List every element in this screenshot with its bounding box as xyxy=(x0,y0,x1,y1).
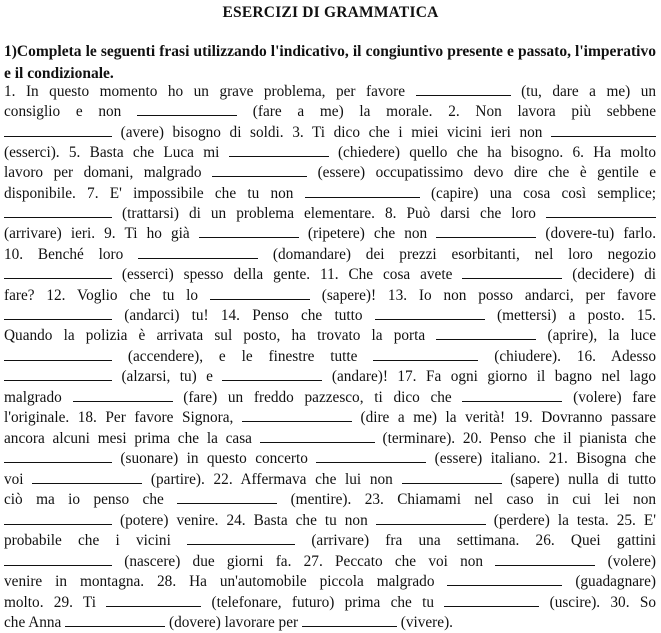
sentence-text: (volere) fare xyxy=(573,389,657,406)
answer-blank[interactable] xyxy=(32,472,142,484)
sentence-text: (vivere). xyxy=(400,614,453,631)
sentence-text: disponibile. 7. E' impossibile che tu non xyxy=(4,185,294,202)
answer-blank[interactable] xyxy=(376,513,486,525)
text-line xyxy=(4,326,656,346)
answer-blank[interactable] xyxy=(229,145,329,157)
answer-blank[interactable] xyxy=(4,554,112,566)
sentence-text: (avere) bisogno di soldi. 3. Ti dico che i miei vicini ieri non xyxy=(120,124,543,141)
sentence-text: (arrivare) ieri. 9. Ti ho già xyxy=(4,225,190,242)
text-line xyxy=(4,449,656,469)
answer-blank[interactable] xyxy=(402,472,502,484)
sentence-text: (suonare) in questo concerto xyxy=(120,450,308,467)
answer-blank[interactable] xyxy=(4,349,112,361)
text-line xyxy=(4,184,656,204)
sentence-text: (trattarsi) di un problema elementare. 8. Può darsi che loro xyxy=(122,205,536,222)
exercise-instruction: 1)Completa le seguenti frasi utilizzando l'indicativo, il congiuntivo presente e passato, l'imperativo e il condizionale. xyxy=(4,43,656,82)
answer-blank[interactable] xyxy=(4,369,112,381)
answer-blank[interactable] xyxy=(260,431,375,443)
text-line xyxy=(4,286,656,306)
text-line xyxy=(4,470,656,490)
text-line xyxy=(4,82,656,102)
sentence-text: (accendere), e le finestre tutte xyxy=(127,348,358,365)
text-line xyxy=(4,204,656,224)
answer-blank[interactable] xyxy=(177,492,277,504)
answer-blank[interactable] xyxy=(4,267,112,279)
sentence-text: (ripetere) che non xyxy=(307,225,428,242)
answer-blank[interactable] xyxy=(4,451,112,463)
answer-blank[interactable] xyxy=(416,84,511,96)
sentence-text: (tu, dare a me) un xyxy=(521,83,657,100)
sentence-text: (partire). 22. Affermava che lui non xyxy=(150,471,393,488)
sentence-text: (telefonare, futuro) prima che tu xyxy=(211,594,435,611)
sentence-text: (mentire). 23. Chiamami nel caso in cui lei non xyxy=(290,491,656,508)
sentence-text: (perdere) la testa. 25. E' xyxy=(493,512,656,529)
answer-blank[interactable] xyxy=(73,390,173,402)
sentence-text: (dire a me) la verità! 19. Dovranno passare xyxy=(360,409,656,426)
answer-blank[interactable] xyxy=(242,410,352,422)
sentence-text: (volere) xyxy=(607,553,657,570)
text-line xyxy=(4,347,656,367)
sentence-text: (chiedere) quello che ha bisogno. 6. Ha molto xyxy=(337,144,657,161)
sentence-text: (andare)! 17. Fa ogni giorno il bagno nel lago xyxy=(331,368,657,385)
sentence-text: (dovere) lavorare per xyxy=(169,614,299,631)
answer-blank[interactable] xyxy=(199,226,299,238)
sentence-text: (esserci) spesso della gente. 11. Che cosa avete xyxy=(121,266,453,283)
sentence-text: (fare a me) la morale. 2. Non lavora più sebbene xyxy=(252,103,656,120)
text-line xyxy=(4,123,656,143)
sentence-text: (mettersi) a posto. 15. xyxy=(496,307,656,324)
text-line xyxy=(4,552,656,572)
answer-blank[interactable] xyxy=(210,288,310,300)
sentence-text: (esserci). 5. Basta che Luca mi xyxy=(4,144,220,161)
text-line xyxy=(4,613,656,633)
answer-blank[interactable] xyxy=(4,125,112,137)
answer-blank[interactable] xyxy=(137,104,237,116)
sentence-text: l'originale. 18. Per favore Signora, xyxy=(4,409,234,426)
answer-blank[interactable] xyxy=(316,451,426,463)
answer-blank[interactable] xyxy=(447,574,562,586)
text-line xyxy=(4,306,656,326)
sentence-text: (chiudere). 16. Adesso xyxy=(494,348,657,365)
sentence-text: (potere) venire. 24. Basta che tu non xyxy=(120,512,368,529)
sentence-text: (andarci) tu! 14. Penso che tutto xyxy=(124,307,363,324)
sentence-text: (guadagnare) xyxy=(575,573,656,590)
sentence-text: (fare) un freddo pazzesco, ti dico che xyxy=(183,389,452,406)
sentence-text: (uscire). 30. So xyxy=(549,594,656,611)
sentence-text: che Anna xyxy=(4,614,62,631)
text-line xyxy=(4,593,656,613)
sentence-text: consiglio e non xyxy=(4,103,122,120)
page-title: ESERCIZI DI GRAMMATICA xyxy=(222,4,439,21)
sentence-text: lavoro per domani, malgrado xyxy=(4,164,202,181)
answer-blank[interactable] xyxy=(222,369,322,381)
sentence-text: (capire) una cosa così semplice; xyxy=(430,185,657,202)
sentence-text: (sapere)! 13. Io non posso andarci, per favore xyxy=(321,287,656,304)
answer-blank[interactable] xyxy=(444,595,539,607)
text-line xyxy=(4,490,656,510)
answer-blank[interactable] xyxy=(373,349,478,361)
sentence-text: fare? 12. Voglio che tu lo xyxy=(4,287,199,304)
text-line xyxy=(4,367,656,387)
answer-blank[interactable] xyxy=(462,267,562,279)
answer-blank[interactable] xyxy=(305,186,420,198)
sentence-text: (domandare) dei prezzi esorbitanti, nel loro negozio xyxy=(272,246,657,263)
sentence-text: ancora alcuni mesi prima che la casa xyxy=(4,430,252,447)
sentence-text: voi xyxy=(4,471,24,488)
answer-blank[interactable] xyxy=(4,206,112,218)
answer-blank[interactable] xyxy=(212,165,307,177)
sentence-text: (dovere-tu) farlo. xyxy=(545,225,657,242)
answer-blank[interactable] xyxy=(436,226,536,238)
sentence-text: (sapere) nulla di tutto xyxy=(510,471,657,488)
sentence-text: malgrado xyxy=(4,389,62,406)
sentence-text: (decidere) di xyxy=(572,266,657,283)
text-line xyxy=(4,511,656,531)
sentence-text: venire in montagna. 28. Ha un'automobile piccola malgrado xyxy=(4,573,435,590)
answer-blank[interactable] xyxy=(495,554,595,566)
sentence-text: (arrivare) fra una settimana. 26. Quei gattini xyxy=(311,532,656,549)
sentence-text: 10. Benché loro xyxy=(4,246,124,263)
text-line xyxy=(4,429,656,449)
sentence-text: (essere) italiano. 21. Bisogna che xyxy=(434,450,657,467)
sentence-text: Quando la polizia è arrivata sul posto, ha trovato la porta xyxy=(4,327,426,344)
answer-blank[interactable] xyxy=(4,513,112,525)
text-line xyxy=(4,163,656,183)
answer-blank[interactable] xyxy=(187,533,295,545)
answer-blank[interactable] xyxy=(462,390,562,402)
sentence-text: (terminare). 20. Penso che il pianista che xyxy=(382,430,656,447)
sentence-text: (alzarsi, tu) e xyxy=(121,368,213,385)
text-line xyxy=(4,408,656,428)
answer-blank[interactable] xyxy=(436,328,536,340)
sentence-text: 1. In questo momento ho un grave problema, per favore xyxy=(4,83,406,100)
text-line xyxy=(4,572,656,592)
text-line xyxy=(4,265,656,285)
text-line xyxy=(4,245,656,265)
text-line xyxy=(4,143,656,163)
answer-blank[interactable] xyxy=(375,308,485,320)
text-line xyxy=(4,388,656,408)
sentence-text: ciò ma io penso che xyxy=(4,491,164,508)
sentence-text: (aprire), la luce xyxy=(547,327,656,344)
sentence-text: (essere) occupatissimo devo dire che è gentile e xyxy=(317,164,657,181)
answer-blank[interactable] xyxy=(138,247,258,259)
answer-blank[interactable] xyxy=(106,595,201,607)
answer-blank[interactable] xyxy=(546,206,656,218)
text-line xyxy=(4,224,656,244)
text-line xyxy=(4,102,656,122)
sentence-text: probabile che i vicini xyxy=(4,532,171,549)
text-line xyxy=(4,531,656,551)
answer-blank[interactable] xyxy=(4,308,112,320)
sentence-text: (nascere) due giorni fa. 27. Peccato che voi non xyxy=(124,553,484,570)
answer-blank[interactable] xyxy=(302,615,397,627)
answer-blank[interactable] xyxy=(65,615,165,627)
answer-blank[interactable] xyxy=(551,125,656,137)
sentence-text: molto. 29. Ti xyxy=(4,594,96,611)
